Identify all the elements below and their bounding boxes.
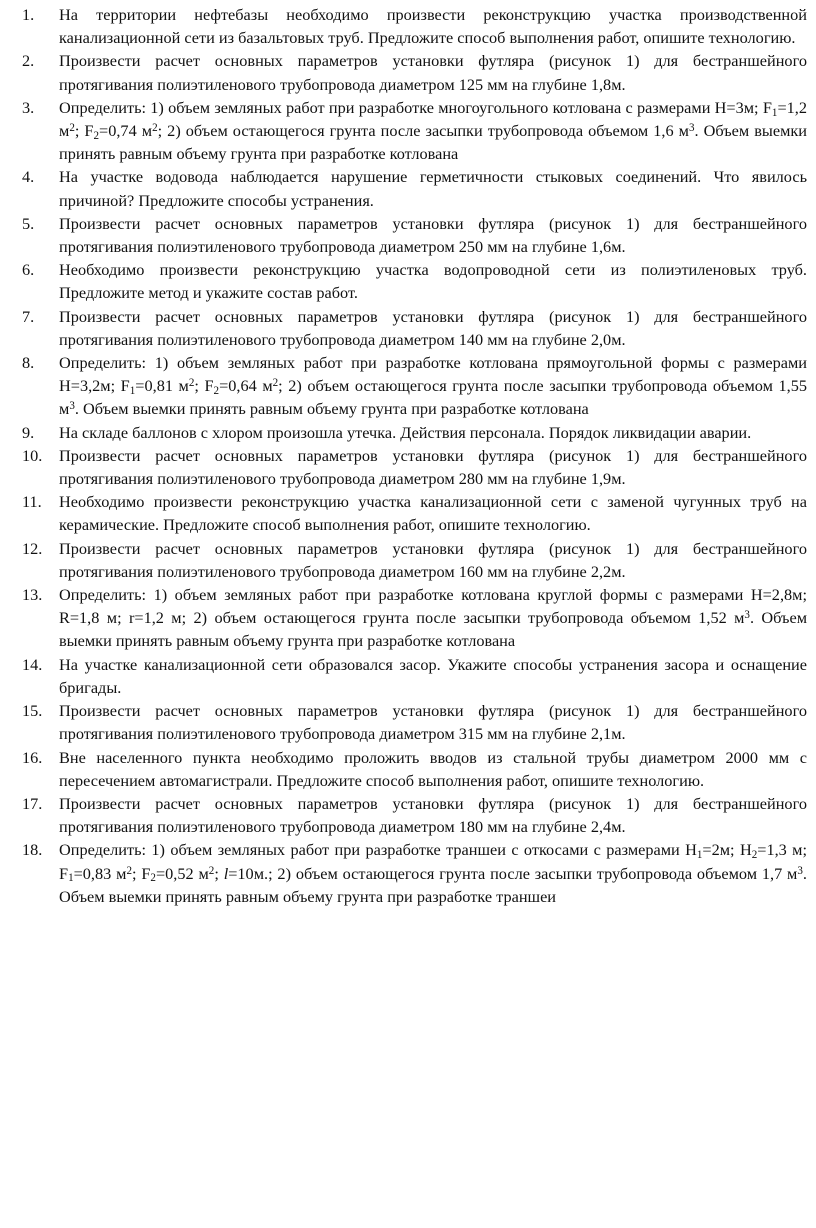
task-item bbox=[22, 3, 807, 49]
task-number: 5. bbox=[22, 213, 35, 233]
task-text: Необходимо произвести реконструкцию участка канализационной сети с заменой чугунных труб на керамические. Предложите способ выполнения работ, опишите технологию. bbox=[59, 492, 807, 535]
task-number: 1. bbox=[22, 5, 35, 24]
task-number: 7. bbox=[22, 306, 35, 326]
task-item bbox=[22, 490, 807, 536]
task-number: 9. bbox=[22, 422, 35, 442]
task-item bbox=[22, 165, 807, 211]
task-number: 10. bbox=[22, 445, 43, 465]
task-number: 15. bbox=[22, 701, 43, 721]
task-number: 14. bbox=[22, 654, 43, 674]
task-item bbox=[22, 421, 807, 444]
task-text: На складе баллонов с хлором произошла утечка. Действия персонала. Порядок ликвидации аварии. bbox=[59, 422, 752, 442]
task-item bbox=[22, 537, 807, 583]
task-item bbox=[22, 49, 807, 95]
task-text: Произвести расчет основных параметров установки футляра (рисунок 1) для бестраншейного протягивания полиэтиленового трубопровода диаметром 160 мм на глубине 2,2м. bbox=[59, 538, 807, 581]
task-text: На участке канализационной сети образовался засор. Укажите способы устранения засора и оснащение бригады. bbox=[59, 654, 807, 697]
task-number: 2. bbox=[22, 51, 35, 71]
task-text: Определить: 1) объем земляных работ при разработке траншеи с откосами с размерами $H_1=2м$; $H_2=1,3$ м; $F_1=0,83$ $м^2$; $F_2=0,52$ $м^2$; l=10м.; 2) объем остающегося грунта после засыпки трубопровода объемом 1,7 $м^3$. Объем выемки принять равным объему грунта при разработке траншеи bbox=[59, 840, 808, 906]
task-item bbox=[22, 444, 807, 490]
task-item bbox=[22, 699, 807, 745]
task-text: Определить: 1) объем земляных работ при разработке котлована круглой формы с размерами H=2,8м; R=1,8 м; r=1,2 м; 2) объем остающегося грунта после засыпки трубопровода объемом 1,52 $м^3$. Объем выемки принять равным объему грунта при разработке котлована bbox=[59, 585, 807, 651]
task-item bbox=[22, 305, 807, 351]
task-text: Определить: 1) объем земляных работ при разработке котлована прямоугольной формы с размерами H=3,2м; $F_1=0,81$ $м^2$; $F_2=0,64$ $м^2$; 2) объем остающегося грунта после засыпки трубопровода объемом 1,55 $м^3$. Объем выемки принять равным объему грунта при разработке котлована bbox=[59, 353, 807, 419]
task-item bbox=[22, 746, 807, 792]
task-item bbox=[22, 351, 807, 421]
task-text: На участке водовода наблюдается нарушение герметичности стыковых соединений. Что явилось причиной? Предложите способы устранения. bbox=[59, 167, 807, 210]
task-item bbox=[22, 258, 807, 304]
task-number: 12. bbox=[22, 538, 43, 558]
task-item bbox=[22, 96, 807, 166]
task-number: 3. bbox=[22, 97, 35, 117]
task-number: 17. bbox=[22, 793, 43, 813]
task-item bbox=[22, 792, 807, 838]
task-number: 16. bbox=[22, 747, 43, 767]
task-text: Вне населенного пункта необходимо проложить вводов из стальной трубы диаметром 2000 мм с пересечением автомагистрали. Предложите способ выполнения работ, опишите технологию. bbox=[59, 747, 807, 790]
task-item bbox=[22, 583, 807, 653]
task-text: Произвести расчет основных параметров установки футляра (рисунок 1) для бестраншейного протягивания полиэтиленового трубопровода диаметром 125 мм на глубине 1,8м. bbox=[59, 51, 807, 94]
task-text: Необходимо произвести реконструкцию участка водопроводной сети из полиэтиленовых труб. Предложите метод и укажите состав работ. bbox=[59, 260, 807, 303]
task-text: Произвести расчет основных параметров установки футляра (рисунок 1) для бестраншейного протягивания полиэтиленового трубопровода диаметром 140 мм на глубине 2,0м. bbox=[59, 306, 807, 349]
task-text: На территории нефтебазы необходимо произвести реконструкцию участка производственной канализационной сети из базальтовых труб. Предложите способ выполнения работ, опишите технологию. bbox=[59, 5, 807, 48]
task-item bbox=[22, 212, 807, 258]
task-text: Определить: 1) объем земляных работ при разработке многоугольного котлована с размерами H=3м; $F_1=1,2$ $м^2$; $F_2=0,74$ $м^2$; 2) объем остающегося грунта после засыпки трубопровода объемом 1,6 $м^3$. Объем выемки принять равным объему грунта при разработке котлована bbox=[59, 97, 807, 164]
task-list bbox=[22, 3, 807, 908]
task-number: 4. bbox=[22, 167, 35, 187]
task-number: 6. bbox=[22, 260, 35, 280]
task-text: Произвести расчет основных параметров установки футляра (рисунок 1) для бестраншейного протягивания полиэтиленового трубопровода диаметром 250 мм на глубине 1,6м. bbox=[59, 213, 807, 257]
task-text: Произвести расчет основных параметров установки футляра (рисунок 1) для бестраншейного протягивания полиэтиленового трубопровода диаметром 280 мм на глубине 1,9м. bbox=[59, 445, 807, 489]
task-text: Произвести расчет основных параметров установки футляра (рисунок 1) для бестраншейного протягивания полиэтиленового трубопровода диаметром 315 мм на глубине 2,1м. bbox=[59, 701, 807, 744]
task-number: 11. bbox=[22, 492, 42, 512]
task-number: 13. bbox=[22, 585, 43, 605]
task-item bbox=[22, 838, 807, 908]
task-item bbox=[22, 653, 807, 699]
task-text: Произвести расчет основных параметров установки футляра (рисунок 1) для бестраншейного протягивания полиэтиленового трубопровода диаметром 180 мм на глубине 2,4м. bbox=[59, 793, 807, 837]
task-number: 18. bbox=[22, 840, 43, 860]
task-number: 8. bbox=[22, 353, 35, 373]
